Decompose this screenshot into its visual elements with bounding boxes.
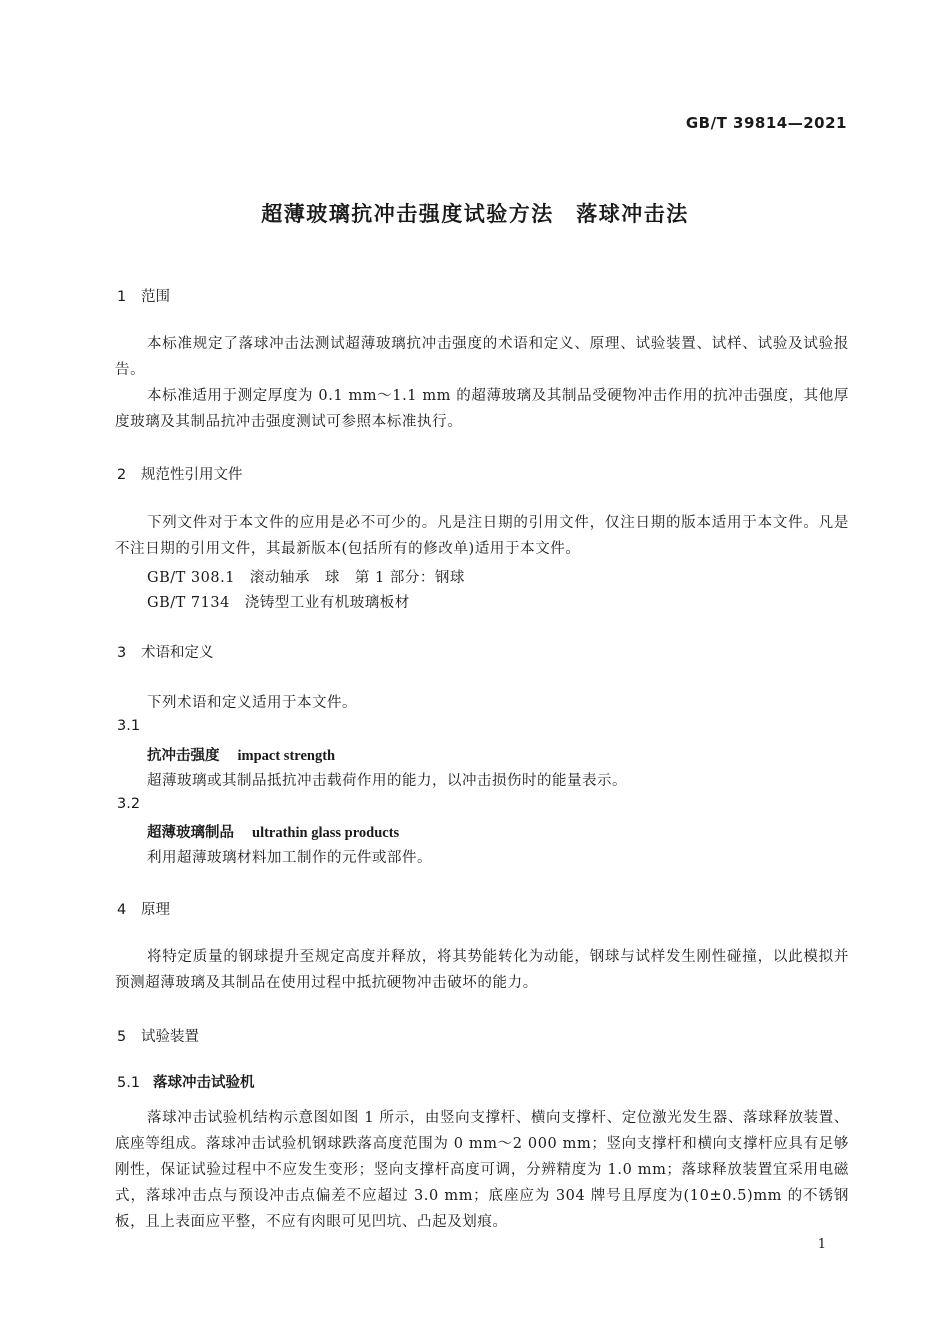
section-number: 5 [117, 1029, 127, 1045]
clause-number: 3.1 [117, 718, 141, 734]
clause-number: 3.2 [117, 796, 141, 812]
term-zh: 超薄玻璃制品 [147, 825, 234, 841]
section-title: 范围 [141, 289, 170, 305]
subsection-title: 落球冲击试验机 [153, 1075, 255, 1091]
scope-paragraph-1: 本标准规定了落球冲击法测试超薄玻璃抗冲击强度的术语和定义、原理、试验装置、试样、试验及试验报告。 [115, 336, 849, 378]
section-number: 1 [117, 289, 127, 305]
apparatus-paragraph: 落球冲击试验机结构示意图如图 1 所示，由竖向支撑杆、横向支撑杆、定位激光发生器、落球释放装置、底座等组成。落球冲击试验机钢球跌落高度范围为 0 mm～2 000 mm；竖向支撑杆和横向支撑杆应具有足够刚性，保证试验过程中不应发生变形；竖向支撑杆高度可调，分辨精度为 1.0 mm；落球释放装置宜采用电磁式，落球冲击点与预设冲击点偏差不应超过 3.0 mm；底座应为 304 牌号且厚度为(10±0.5)mm 的不锈钢板，且上表面应平整，不应有肉眼可见凹坑、凸起及划痕。 [115, 1110, 849, 1230]
term-entry [147, 744, 335, 765]
term-zh: 抗冲击强度 [147, 748, 220, 764]
section-title: 试验装置 [141, 1029, 199, 1045]
subsection-heading-drop-ball-tester [117, 1071, 255, 1092]
principle-paragraph: 将特定质量的钢球提升至规定高度并释放，将其势能转化为动能，钢球与试样发生刚性碰撞，以此模拟并预测超薄玻璃及其制品在使用过程中抵抗硬物冲击破坏的能力。 [115, 949, 849, 991]
page-number: 1 [817, 1237, 826, 1252]
reference-item: GB/T 308.1 滚动轴承 球 第 1 部分：钢球 [147, 570, 465, 586]
scope-paragraph-2: 本标准适用于测定厚度为 0.1 mm～1.1 mm 的超薄玻璃及其制品受硬物冲击作用的抗冲击强度，其他厚度玻璃及其制品抗冲击强度测试可参照本标准执行。 [115, 388, 849, 430]
section-heading-scope [117, 285, 170, 306]
section-number: 4 [117, 902, 127, 918]
references-paragraph: 下列文件对于本文件的应用是必不可少的。凡是注日期的引用文件，仅注日期的版本适用于本文件。凡是不注日期的引用文件，其最新版本(包括所有的修改单)适用于本文件。 [115, 515, 849, 557]
section-heading-normative-references [117, 463, 243, 484]
term-entry [147, 821, 399, 842]
reference-item: GB/T 7134 浇铸型工业有机玻璃板材 [147, 595, 410, 611]
section-number: 2 [117, 467, 127, 483]
section-number: 3 [117, 645, 127, 661]
terms-intro: 下列术语和定义适用于本文件。 [147, 695, 357, 711]
section-title: 原理 [141, 902, 170, 918]
term-definition: 利用超薄玻璃材料加工制作的元件或部件。 [147, 850, 432, 866]
term-definition: 超薄玻璃或其制品抵抗冲击载荷作用的能力，以冲击损伤时的能量表示。 [147, 773, 627, 789]
section-heading-apparatus [117, 1025, 199, 1046]
section-heading-principle [117, 898, 170, 919]
section-heading-terms [117, 641, 214, 662]
document-title: 超薄玻璃抗冲击强度试验方法 落球冲击法 [261, 202, 689, 226]
subsection-number: 5.1 [117, 1075, 141, 1091]
term-en: ultrathin glass products [252, 825, 400, 841]
standard-number: GB/T 39814—2021 [685, 114, 847, 132]
section-title: 规范性引用文件 [141, 467, 243, 483]
section-title: 术语和定义 [141, 645, 214, 661]
term-en: impact strength [237, 748, 336, 764]
